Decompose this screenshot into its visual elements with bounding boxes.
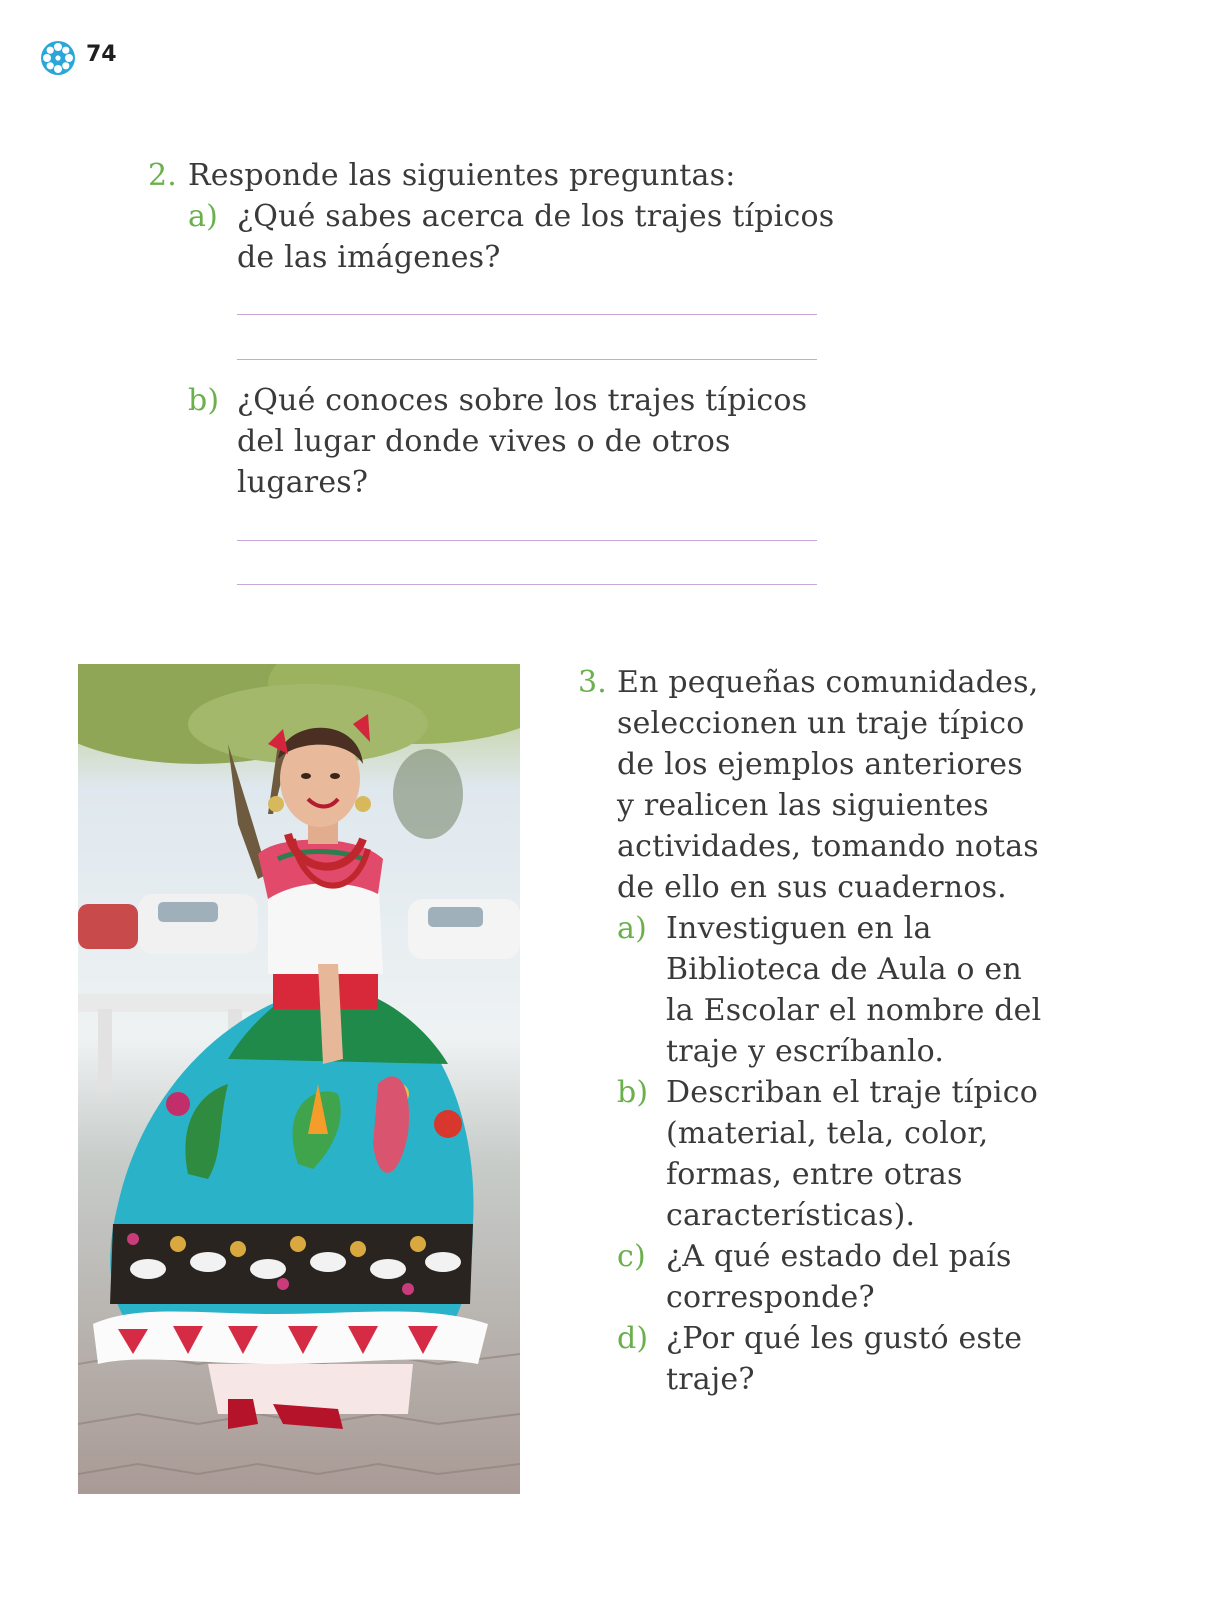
- item-label: a): [617, 911, 647, 946]
- question-intro-line: En pequeñas comunidades,: [617, 665, 1039, 700]
- question-number: 2.: [148, 158, 178, 193]
- item-label: a): [188, 199, 218, 234]
- item-text-line: características).: [666, 1198, 916, 1233]
- answer-line[interactable]: [237, 314, 817, 315]
- question-3: [578, 662, 1198, 1400]
- item-text-line: (material, tela, color,: [666, 1116, 989, 1151]
- item-text-line: la Escolar el nombre del: [666, 993, 1042, 1028]
- question-intro-line: y realicen las siguientes: [617, 788, 989, 823]
- item-label: b): [617, 1075, 649, 1110]
- answer-line[interactable]: [237, 540, 817, 541]
- item-text-line: traje?: [666, 1362, 755, 1397]
- item-text-line: de las imágenes?: [237, 240, 501, 275]
- item-text-line: lugares?: [237, 465, 369, 500]
- item-text-line: Biblioteca de Aula o en: [666, 952, 1022, 987]
- item-text-line: ¿Por qué les gustó este: [666, 1321, 1023, 1356]
- item-text-line: ¿Qué sabes acerca de los trajes típicos: [237, 199, 835, 234]
- question-number: 3.: [578, 665, 608, 700]
- item-text-line: corresponde?: [666, 1280, 875, 1315]
- answer-line[interactable]: [237, 584, 817, 585]
- question-intro-line: actividades, tomando notas: [617, 829, 1039, 864]
- item-label: c): [617, 1239, 646, 1274]
- question-2-item-b: [188, 380, 848, 503]
- item-text-line: Investiguen en la: [666, 911, 932, 946]
- item-text-line: ¿A qué estado del país: [666, 1239, 1012, 1274]
- item-label: b): [188, 383, 220, 418]
- flower-badge-icon: [40, 40, 76, 76]
- dancer-illustration: [78, 664, 520, 1494]
- item-text-line: ¿Qué conoces sobre los trajes típicos: [237, 383, 808, 418]
- answer-line[interactable]: [237, 359, 817, 360]
- question-prompt: Responde las siguientes preguntas:: [188, 158, 736, 193]
- item-label: d): [617, 1321, 649, 1356]
- question-intro-line: de ello en sus cuadernos.: [617, 870, 1007, 905]
- item-text-line: formas, entre otras: [666, 1157, 963, 1192]
- item-text-line: traje y escríbanlo.: [666, 1034, 945, 1069]
- page-number: 74: [86, 42, 117, 67]
- folk-dancer-photo: [78, 664, 520, 1494]
- question-intro-line: seleccionen un traje típico: [617, 706, 1025, 741]
- item-text-line: del lugar donde vives o de otros: [237, 424, 731, 459]
- question-2: [148, 155, 848, 278]
- item-text-line: Describan el traje típico: [666, 1075, 1038, 1110]
- question-intro-line: de los ejemplos anteriores: [617, 747, 1023, 782]
